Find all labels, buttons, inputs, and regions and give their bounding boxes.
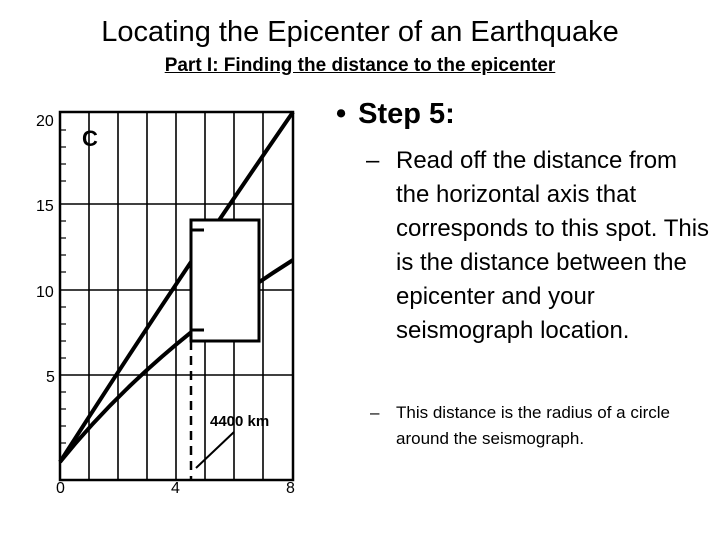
distance-annotation: 4400 km bbox=[210, 413, 270, 430]
travel-time-graph bbox=[20, 100, 320, 500]
y-tick-20: 20 bbox=[36, 113, 54, 130]
bullet-glyph: • bbox=[336, 98, 347, 130]
x-tick-8: 8 bbox=[286, 480, 295, 497]
travel-time-graph-svg bbox=[20, 100, 320, 500]
step-note-text: This distance is the radius of a circle around the seismograph. bbox=[396, 403, 671, 448]
panel-label: C bbox=[82, 126, 98, 151]
dash-glyph: – bbox=[366, 147, 380, 174]
bullet-list bbox=[336, 92, 716, 452]
time-difference-card bbox=[191, 220, 259, 341]
step-instruction-text: Read off the distance from the horizontal axis that corresponds to this spot. This is the distance between the epicenter and your seismograph location. bbox=[396, 147, 710, 344]
y-tick-10: 10 bbox=[36, 284, 54, 301]
y-tick-15: 15 bbox=[36, 198, 54, 215]
x-tick-4: 4 bbox=[171, 480, 180, 497]
step-instruction bbox=[336, 144, 716, 348]
x-tick-0: 0 bbox=[56, 480, 65, 497]
y-tick-5: 5 bbox=[46, 369, 55, 386]
annotation-pointer bbox=[196, 432, 234, 468]
slide-title: Locating the Epicenter of an Earthquake bbox=[101, 16, 619, 48]
slide-subtitle: Part I: Finding the distance to the epicenter bbox=[164, 55, 556, 76]
step-note bbox=[336, 400, 716, 452]
step-label: Step 5: bbox=[358, 98, 455, 130]
step-heading bbox=[336, 92, 716, 136]
dash-glyph-note: – bbox=[370, 403, 380, 422]
